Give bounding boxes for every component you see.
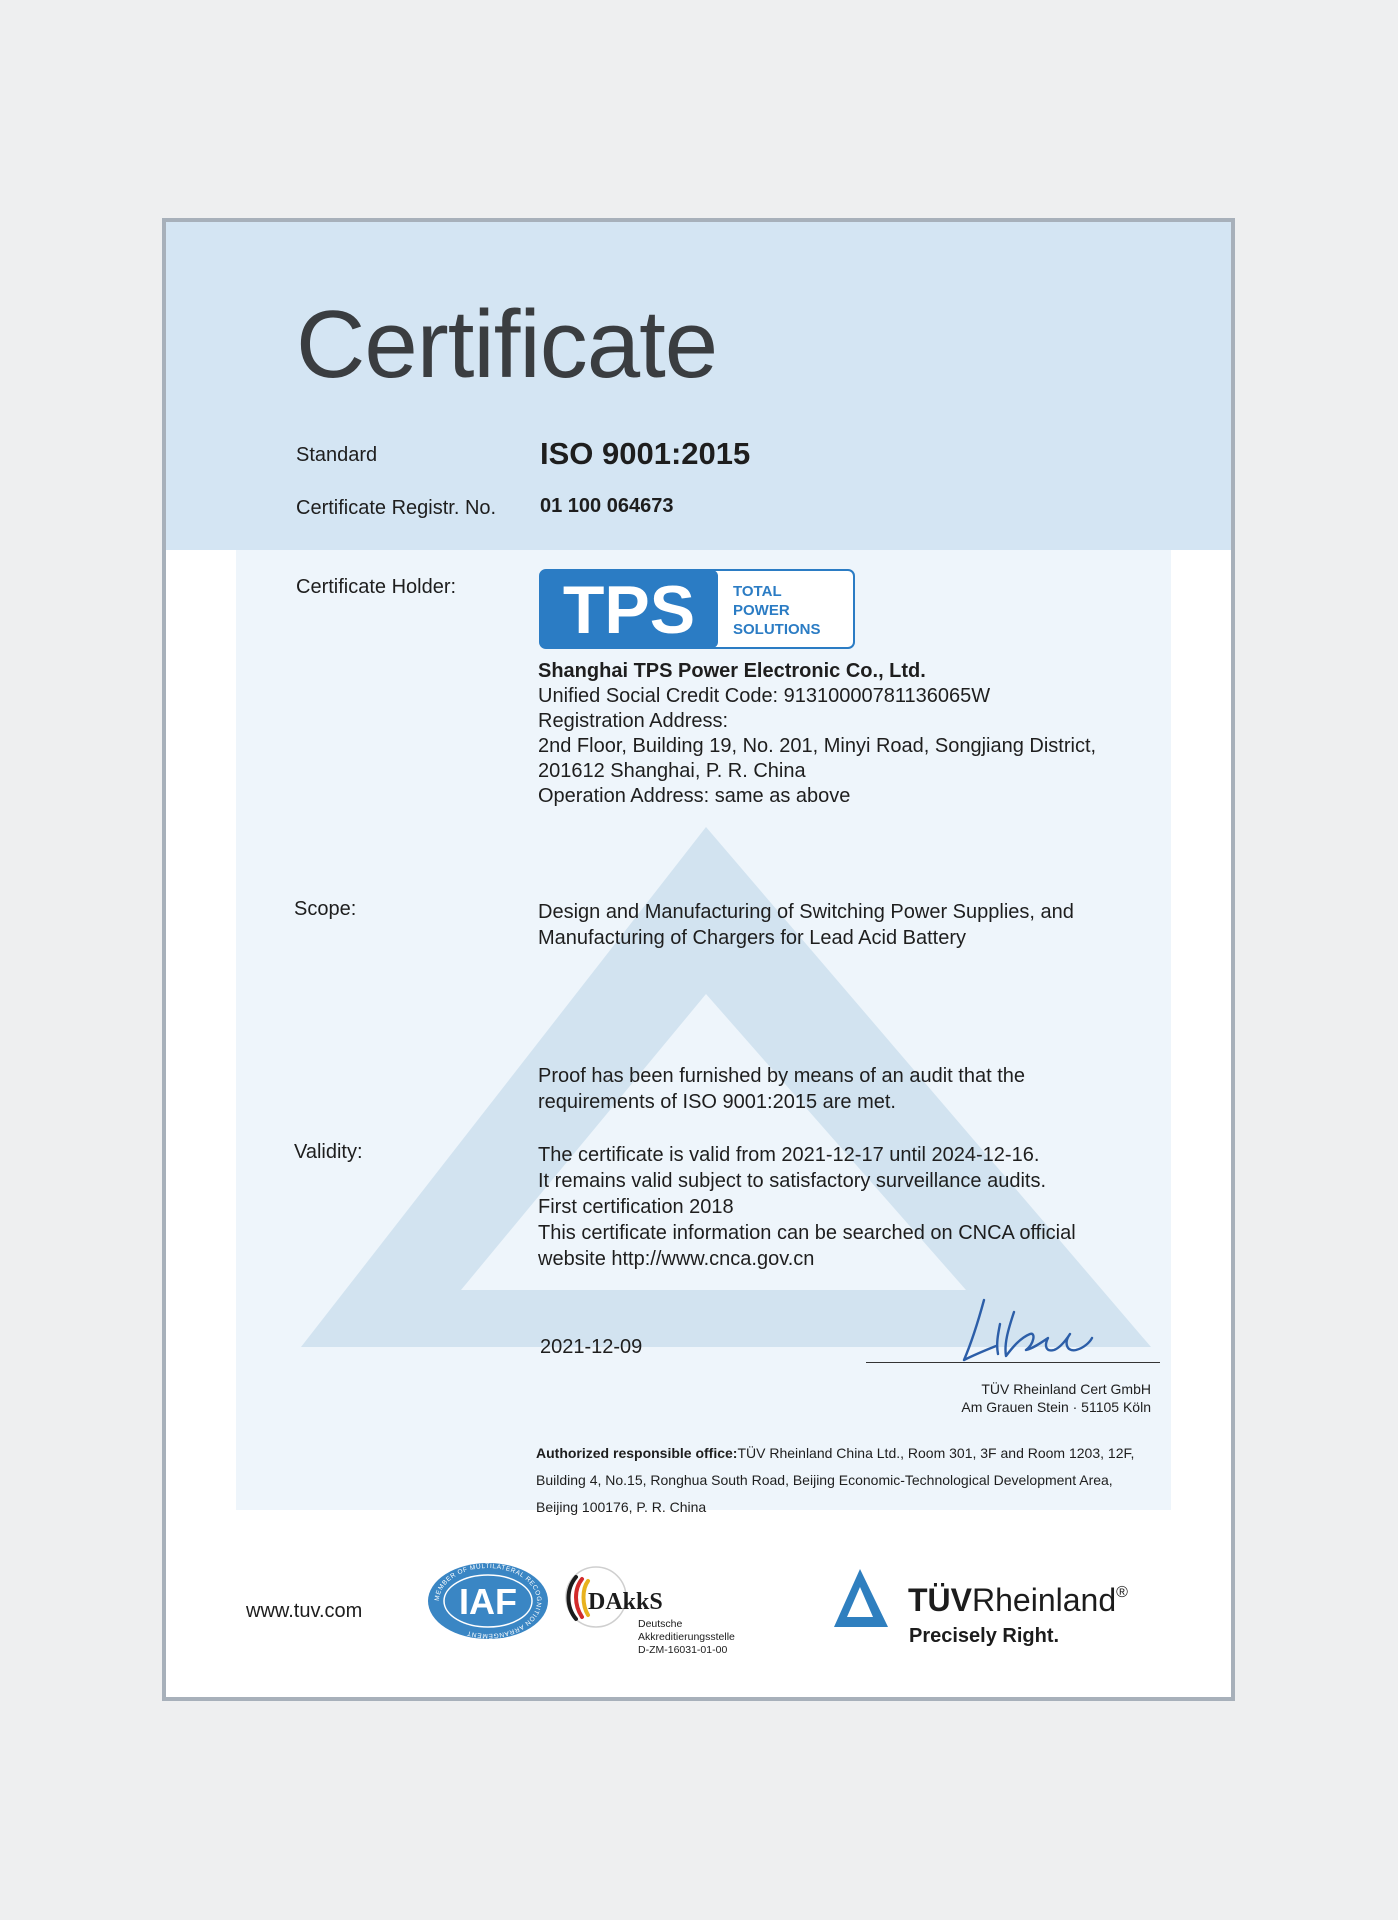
tuv-tagline: Precisely Right. (909, 1625, 1060, 1647)
tps-logo (539, 569, 855, 649)
registr-value: 01 100 064673 (540, 495, 674, 517)
iaf-logo (427, 1561, 549, 1641)
tuv-brand (908, 1582, 1128, 1618)
holder-details (538, 659, 1178, 809)
authorized-office (536, 1440, 1146, 1521)
validity-line: First certification 2018 (538, 1196, 734, 1218)
scope-line: Design and Manufacturing of Switching Power Supplies, and (538, 901, 1074, 923)
dakks-mark: DAkkS (588, 1589, 663, 1615)
validity-text (538, 1142, 1158, 1272)
tuv-registered: ® (1116, 1584, 1128, 1601)
validity-line: This certificate information can be searched on CNCA official (538, 1222, 1076, 1244)
tps-logo-mark: TPS (562, 572, 696, 648)
certificate-title: Certificate (296, 291, 718, 398)
scope-label: Scope: (294, 898, 357, 920)
tps-logo-line3: SOLUTIONS (733, 621, 821, 638)
validity-line: It remains valid subject to satisfactory surveillance audits. (538, 1170, 1046, 1192)
holder-label: Certificate Holder: (296, 576, 457, 598)
issue-date: 2021-12-09 (540, 1336, 643, 1358)
standard-label: Standard (296, 444, 378, 466)
dakks-line3: D-ZM-16031-01-00 (638, 1644, 728, 1655)
tps-logo-line1: TOTAL (733, 583, 782, 600)
holder-line: 201612 Shanghai, P. R. China (538, 760, 806, 782)
tuv-brand-rest: Rheinland (972, 1582, 1117, 1618)
tuv-rheinland-logo (832, 1569, 1162, 1647)
authorized-office-label: Authorized responsible office: (536, 1445, 738, 1461)
tps-logo-line2: POWER (733, 602, 790, 619)
holder-name: Shanghai TPS Power Electronic Co., Ltd. (538, 660, 926, 682)
dakks-logo (562, 1559, 752, 1655)
registr-label: Certificate Registr. No. (296, 497, 497, 519)
authorized-office-text: TÜV Rheinland China Ltd., Room 301, 3F and Room 1203, 12F, Building 4, No.15, Ronghua South Road, Beijing Economic-Technological Development Area, Beijing 100176, P. R. China (536, 1445, 1135, 1515)
scope-text (538, 899, 1158, 951)
issuer-block (961, 1380, 1151, 1416)
proof-text (538, 1063, 1158, 1115)
dakks-line1: Deutsche (638, 1618, 683, 1630)
iaf-mark: IAF (459, 1581, 517, 1622)
iaf-ring-text: MEMBER OF MULTILATERAL RECOGNITION ARRANGEMENT (433, 1562, 543, 1640)
validity-line: website http://www.cnca.gov.cn (538, 1248, 815, 1270)
issuer-address: Am Grauen Stein · 51105 Köln (961, 1399, 1151, 1415)
proof-line: requirements of ISO 9001:2015 are met. (538, 1091, 896, 1113)
holder-line: Operation Address: same as above (538, 785, 851, 807)
holder-line: Registration Address: (538, 710, 729, 732)
certificate-sheet (162, 218, 1235, 1701)
signature (956, 1294, 1096, 1366)
signature-line (866, 1362, 1160, 1363)
website-link[interactable]: www.tuv.com (246, 1600, 363, 1622)
holder-line: Unified Social Credit Code: 91310000781136065W (538, 685, 991, 707)
validity-label: Validity: (294, 1141, 363, 1163)
proof-line: Proof has been furnished by means of an audit that the (538, 1065, 1025, 1087)
scope-line: Manufacturing of Chargers for Lead Acid Battery (538, 927, 967, 949)
holder-line: 2nd Floor, Building 19, No. 201, Minyi Road, Songjiang District, (538, 735, 1097, 757)
tuv-triangle-icon (834, 1569, 888, 1627)
dakks-line2: Akkreditierungsstelle (638, 1631, 735, 1643)
standard-value: ISO 9001:2015 (540, 436, 751, 471)
validity-line: The certificate is valid from 2021-12-17 until 2024-12-16. (538, 1144, 1040, 1166)
issuer-name: TÜV Rheinland Cert GmbH (981, 1381, 1151, 1397)
tuv-brand-bold: TÜV (908, 1582, 972, 1618)
